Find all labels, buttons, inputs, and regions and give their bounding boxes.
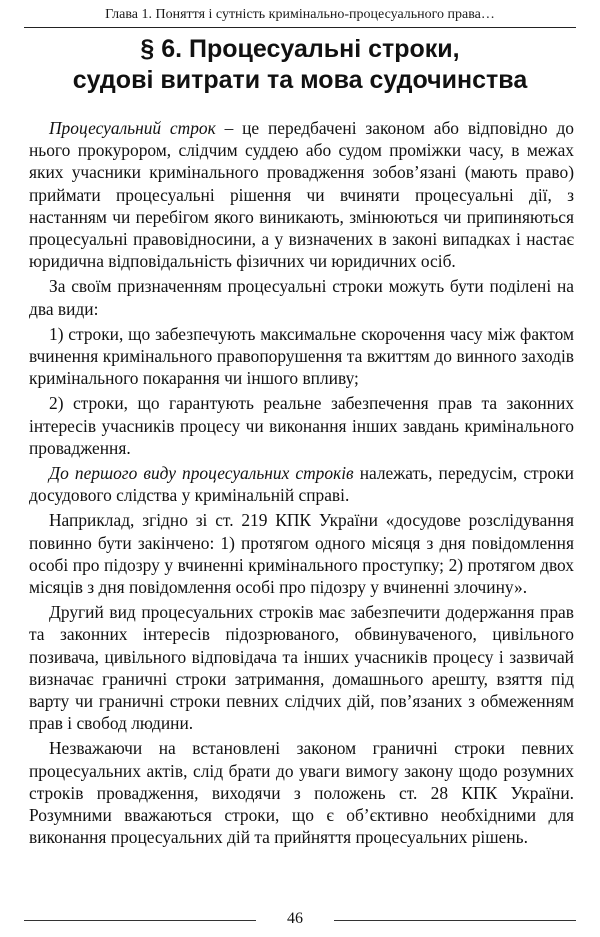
definition-text: – це передбачені законом або відповідно до нього прокурором, слідчим суддею або судом проміжки часу, в межах яких учасники кримінального провадження зобов’язані (мають право) приймати процесуальні рішення чи вчиняти процесуальні дії, з настанням чи перебігом якого виникають, змінюються чи припиняються процесуальні правовідносини, а у визначених в законі випадках і настає юридична відповідальність фізичних чи юридичних осіб.: [29, 118, 574, 272]
paragraph-classification: За своїм призначенням процесуальні строки можуть бути поділені на два види:: [29, 276, 574, 319]
section-title-line-2: судові витрати та мова судочинства: [72, 66, 528, 94]
page-number: 46: [287, 910, 303, 927]
defined-term: Процесуальний строк: [49, 118, 216, 138]
running-header: Глава 1. Поняття і сутність кримінально-процесуального права…: [105, 7, 495, 22]
body-text: [29, 117, 574, 849]
first-type-lead: До першого виду процесуальних строків: [49, 463, 354, 484]
first-type-text: належать, передусім, строки досудового слідства у кримінальній справі.: [29, 463, 574, 506]
paragraph-example: Наприклад, згідно зі ст. 219 КПК України «досудове розслідування повинно бути закінчено: 1) протягом одного місяця з дня повідомлення особі про підозру у вчиненні кримінального проступку; 2) протягом двох місяців з дня повідомлення особі про підозру у вчиненні злочину».: [29, 510, 574, 598]
section-title: [20, 34, 580, 96]
header-rule: [24, 27, 576, 28]
footer-rule-left: [24, 920, 256, 921]
footer-rule-right: [334, 920, 576, 921]
list-item-2: 2) строки, що гарантують реальне забезпечення прав та законних інтересів учасників процесу чи виконання інших завдань кримінального провадження.: [29, 393, 574, 458]
section-title-line-1: § 6. Процесуальні строки,: [140, 35, 460, 63]
list-item-1: 1) строки, що забезпечують максимальне скорочення часу між фактом вчинення кримінального правопорушення та вжиттям до винного заходів кримінального покарання чи іншого впливу;: [29, 323, 574, 389]
paragraph-definition: [29, 117, 574, 272]
paragraph-reasonable-terms: Незважаючи на встановлені законом граничні строки певних процесуальних актів, слід брати до уваги вимогу закону щодо розумних строків провадження, виходячи з положень ст. 28 КПК України. Розумними вважаються строки, що є об’єктивно необхідними для виконання процесуальних дій та прийняття процесуальних рішень.: [29, 738, 574, 848]
paragraph-first-type: [29, 462, 574, 506]
paragraph-second-type: Другий вид процесуальних строків має забезпечити додержання прав та законних інтересів підозрюваного, обвинуваченого, цивільного позивача, цивільного відповідача та інших учасників процесу і зазвичай визначає граничні строки затримання, домашнього арешту, взяття під варту чи граничні строки певних слідчих дій, пов’язаних з обмеженням прав і свобод людини.: [29, 602, 574, 734]
